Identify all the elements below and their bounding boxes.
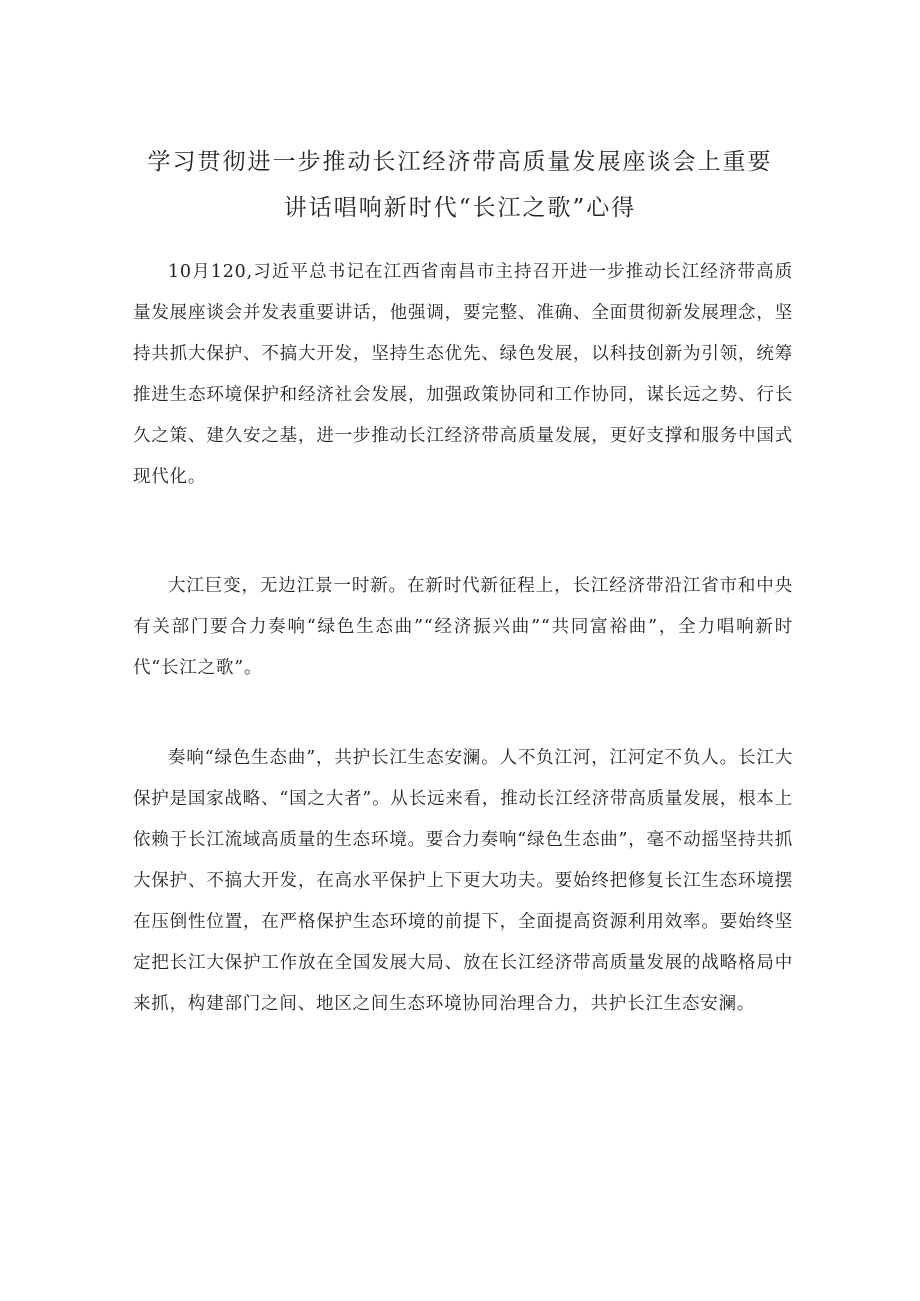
paragraph-2: 大江巨变，无边江景一时新。在新时代新征程上，长江经济带沿江省市和中央有关部门要合力奏响“绿色生态曲”“经济振兴曲”“共同富裕曲”，全力唱响新时代“长江之歌”。 — [133, 576, 793, 678]
paragraph-1: 10月120,习近平总书记在江西省南昌市主持召开进一步推动长江经济带高质量发展座谈会并发表重要讲话，他强调，要完整、准确、全面贯彻新发展理念，坚持共抓大保护、不搞大开发，坚持生态优先、绿色发展，以科技创新为引领，统筹推进生态环境保护和经济社会发展，加强政策协同和工作协同，谋长远之势、行长久之策、建久安之基，进一步推动长江经济带高质量发展，更好支撑和服务中国式现代化。 — [133, 262, 793, 487]
document-title-line-1: 学习贯彻进一步推动长江经济带高质量发展座谈会上重要 — [147, 149, 773, 175]
paragraph-3: 奏响“绿色生态曲”，共护长江生态安澜。人不负江河，江河定不负人。长江大保护是国家战略、“国之大者”。从长远来看，推动长江经济带高质量发展，根本上依赖于长江流域高质量的生态环境。要合力奏响“绿色生态曲”，毫不动摇坚持共抓大保护、不搞大开发，在高水平保护上下更大功夫。要始终把修复长江生态环境摆在压倒性位置，在严格保护生态环境的前提下，全面提高资源利用效率。要始终坚定把长江大保护工作放在全国发展大局、放在长江经济带高质量发展的战略格局中来抓，构建部门之间、地区之间生态环境协同治理合力，共护长江生态安澜。 — [133, 748, 793, 1014]
document-title-line-2: 讲话唱响新时代“长江之歌”心得 — [283, 195, 637, 221]
